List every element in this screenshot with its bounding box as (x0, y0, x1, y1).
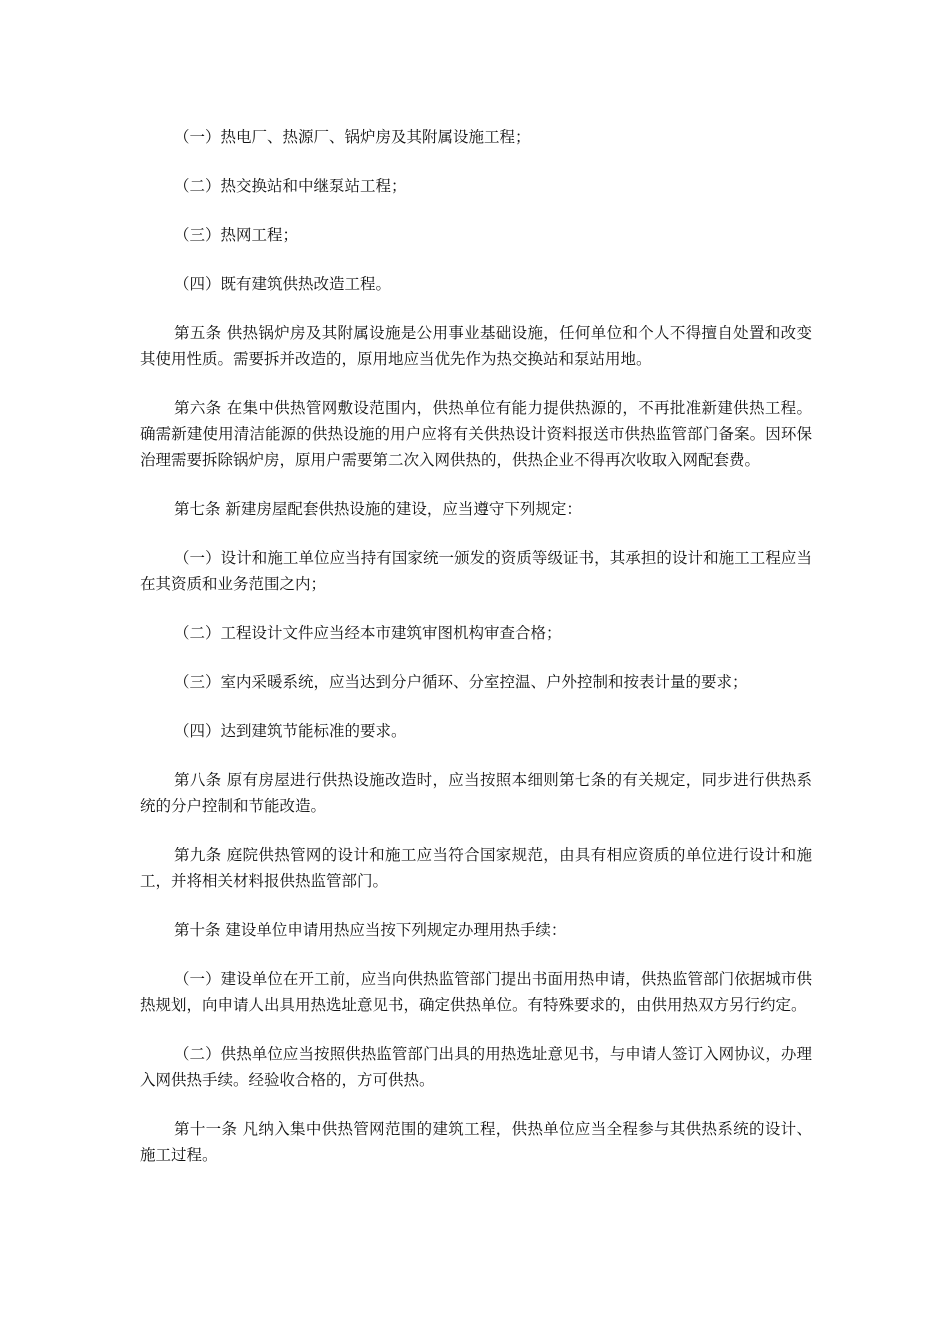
article-7-item-3: （三）室内采暖系统，应当达到分户循环、分室控温、户外控制和按表计量的要求； (174, 673, 748, 691)
article-5: 第五条 供热锅炉房及其附属设施是公用事业基础设施，任何单位和个人不得擅自处置和改变其使用性质。需要拆并改造的，原用地应当优先作为热交换站和泵站用地。 (140, 324, 812, 368)
article-7-item-2: （二）工程设计文件应当经本市建筑审图机构审查合格； (174, 624, 562, 642)
article-11: 第十一条 凡纳入集中供热管网范围的建筑工程，供热单位应当全程参与其供热系统的设计、施工过程。 (140, 1120, 812, 1164)
item-heat-plant-works: （一）热电厂、热源厂、锅炉房及其附属设施工程； (174, 128, 531, 146)
article-7-item-1: （一）设计和施工单位应当持有国家统一颁发的资质等级证书，其承担的设计和施工工程应当在其资质和业务范围之内； (140, 549, 812, 593)
item-existing-building-retrofit: （四）既有建筑供热改造工程。 (174, 275, 392, 293)
article-10-item-1: （一）建设单位在开工前，应当向供热监管部门提出书面用热申请，供热监管部门依据城市供热规划，向申请人出具用热选址意见书，确定供热单位。有特殊要求的，由供用热双方另行约定。 (140, 970, 812, 1014)
article-8: 第八条 原有房屋进行供热设施改造时，应当按照本细则第七条的有关规定，同步进行供热系统的分户控制和节能改造。 (140, 771, 812, 815)
article-10-item-2: （二）供热单位应当按照供热监管部门出具的用热选址意见书，与申请人签订入网协议，办理入网供热手续。经验收合格的，方可供热。 (140, 1045, 812, 1089)
article-7: 第七条 新建房屋配套供热设施的建设，应当遵守下列规定： (174, 500, 582, 518)
article-10: 第十条 建设单位申请用热应当按下列规定办理用热手续： (174, 921, 567, 939)
article-9: 第九条 庭院供热管网的设计和施工应当符合国家规范，由具有相应资质的单位进行设计和施工，并将相关材料报供热监管部门。 (140, 846, 812, 890)
item-heat-exchange-station-works: （二）热交换站和中继泵站工程； (174, 177, 407, 195)
item-heat-network-works: （三）热网工程； (174, 226, 299, 244)
document-body (140, 124, 812, 1191)
article-7-item-4: （四）达到建筑节能标准的要求。 (174, 722, 407, 740)
article-6: 第六条 在集中供热管网敷设范围内，供热单位有能力提供热源的，不再批准新建供热工程。确需新建使用清洁能源的供热设施的用户应将有关供热设计资料报送市供热监管部门备案。因环保治理需要拆除锅炉房，原用户需要第二次入网供热的，供热企业不得再次收取入网配套费。 (140, 399, 812, 469)
